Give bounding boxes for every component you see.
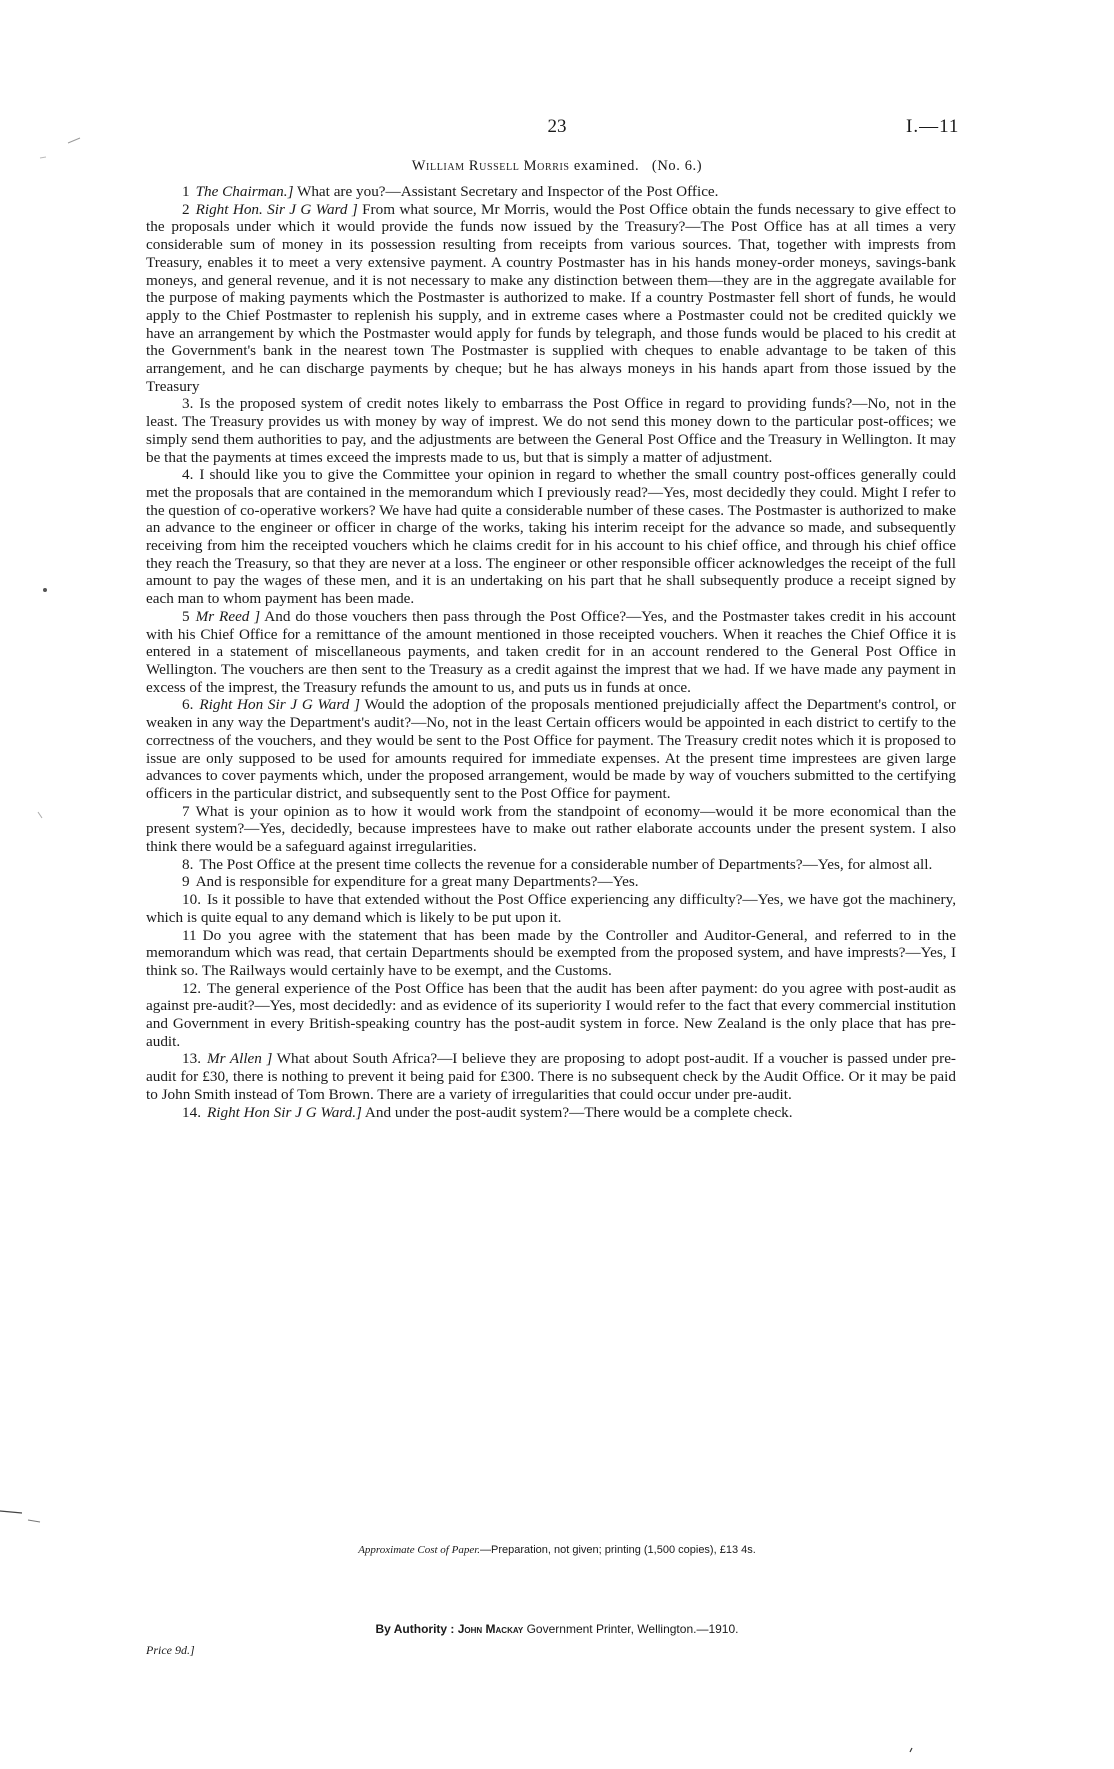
testimony-text: From what source, Mr Morris, would the Post Office obtain the funds necessary to give effect to the proposals under which it would provide the funds now issued by the Treasury?—The Post Office has at all times a very considerable sum of money in its possession resulting from receipts from various sources. That, together with imprests from Treasury, enables it to meet a very extensive payment. A country Postmaster has in his hands money-order moneys, savings-bank moneys, and general revenue, and it is not necessary to make any distinction between them—they are in the aggregate available for the purpose of making payments which the Postmaster is authorized to make. If a country Postmaster fell short of funds, he would apply to the Chief Postmaster to replenish his supply, and in extreme cases where a Postmaster could not be credited quickly we have an arrangement by which the Postmaster would apply for funds by telegraph, and those funds would be placed to his credit at the Government's bank in the nearest town The Postmaster is supplied with cheques to enable advantage to be taken of this arrangement, and he can discharge payments by cheque; but he has always moneys in his hands apart from those issued by the Treasury xyxy=(146,200,956,395)
speaker-name: Right Hon Sir J G Ward ] xyxy=(199,696,360,714)
question-number: 7 xyxy=(182,802,190,820)
cost-label: Approximate Cost of Paper. xyxy=(358,1544,481,1556)
examined-label: examined. xyxy=(573,158,640,174)
testimony-text: The general experience of the Post Office has been that the audit has been after payment: do you agree with post-audit as against pre-audit?—Yes, most decidedly: and as evidence of its superiority I would refer to the fact that every commercial institution and Government in every British-speaking country has the post-audit system in force. New Zealand is the only place that has pre-audit. xyxy=(146,979,956,1050)
testimony-text: Is it possible to have that extended without the Post Office experiencing any difficulty?—Yes, we have got the machinery, which is quite equal to any demand which is likely to be put upon it. xyxy=(146,891,956,926)
authority-prefix: By Authority : xyxy=(375,1622,455,1636)
question-number: 1 xyxy=(182,183,190,200)
testimony-text: I should like you to give the Committee your opinion in regard to whether the small country post-offices generally could met the proposals that are contained in the memorandum which I previously read?—Yes, most decidedly they could. Might I refer to the question of co-operative workers? We have had quite a considerable number of these cases. The Postmaster is authorized to make an advance to the engineer or officer in charge of the works, taking his interim receipt for the advance so made, and subsequently receiving from him the receipted vouchers which he claims credit for in his account to his chief office, and through his chief office they reach the Treasury, so that they are never at a loss. The engineer or other responsible officer acknowledges the receipt of the full amount to pay the wages of these men, and it is an undertaking on his part that he shall subsequently produce a receipt signed by each man to whom payment has been made. xyxy=(146,466,956,608)
paper-reference: I.—11 xyxy=(906,116,960,137)
question-number: 4. xyxy=(182,466,194,484)
question-number: 10. xyxy=(182,891,201,909)
speaker-name: The Chairman.] xyxy=(195,183,294,200)
speaker-name: Right Hon Sir J G Ward.] xyxy=(206,1103,362,1121)
price-note: Price 9d.] xyxy=(146,1643,195,1657)
session-number: (No. 6.) xyxy=(651,158,703,174)
question-number: 11 xyxy=(182,926,197,944)
testimony-text: What is your opinion as to how it would work from the standpoint of economy—would it be more economical than the present system?—Yes, decidedly, because imprestees have to make out rather elaborate accounts under the present system. I also think there would be a safeguard against irregularities. xyxy=(146,802,956,856)
question-number: 9 xyxy=(182,873,190,891)
testimony-text: The Post Office at the present time collects the revenue for a considerable number of Departments?—Yes, for almost all. xyxy=(199,855,933,873)
scan-speck xyxy=(43,588,47,592)
testimony-text: Is the proposed system of credit notes likely to embarrass the Post Office in regard to providing funds?—No, not in the least. The Treasury provides us with money by way of imprest. We do not send this money down to the particular post-offices; we simply send them authorities to pay, and the adjustments are between the General Post Office and the Treasury in Wellington. It may be that the payments at times exceed the imprests made to us, but that is simply a matter of adjustment. xyxy=(146,395,956,466)
scan-speck xyxy=(40,157,46,158)
printer-name: John Mackay xyxy=(457,1622,524,1636)
question-number: 13. xyxy=(182,1050,201,1068)
scan-speck xyxy=(68,138,80,143)
question-number: 6. xyxy=(182,696,194,714)
witness-name: William Russell Morris xyxy=(411,158,570,174)
question-number: 5 xyxy=(182,607,190,625)
scan-speck xyxy=(0,1511,22,1513)
cost-text: —Preparation, not given; printing (1,500 copies), £13 4s. xyxy=(480,1544,756,1556)
testimony-text: And is responsible for expenditure for a great many Departments?—Yes. xyxy=(195,873,639,891)
question-number: 8. xyxy=(182,855,194,873)
page-number: 23 xyxy=(547,116,567,137)
question-number: 12. xyxy=(182,979,201,997)
question-number: 2 xyxy=(182,200,190,218)
speaker-name: Mr Allen ] xyxy=(206,1050,273,1068)
testimony-text: And under the post-audit system?—There would be a complete check. xyxy=(361,1103,793,1121)
testimony-text: Do you agree with the statement that has been made by the Controller and Auditor-General, and referred to in the memorandum which was read, that certain Departments should be exempted from the proposed system, and have imprests?—Yes, I think so. The Railways would certainly have to be exempt, and the Customs. xyxy=(146,926,956,979)
speaker-name: Right Hon. Sir J G Ward ] xyxy=(195,200,358,218)
scan-speck xyxy=(28,1520,40,1522)
speaker-name: Mr Reed ] xyxy=(195,607,261,625)
testimony-text: And do those vouchers then pass through the Post Office?—Yes, and the Postmaster takes credit in his account with his Chief Office for a remittance of the amount mentioned in those receipted vouchers. When it reaches the Chief Office it is entered in a statement of miscellaneous payments, and taken credit for in an account rendered to the General Post Office in Wellington. The vouchers are then sent to the Treasury as a credit against the imprest that we had. If we have made any payment in excess of the imprest, the Treasury refunds the amount to us, and puts us in funds at once. xyxy=(146,607,957,696)
testimony-text: What about South Africa?—I believe they are proposing to adopt post-audit. If a voucher is passed under pre-audit for £30, there is nothing to prevent it being paid for £300. There is no subsequent check by the Audit Office. Or it may be paid to John Smith instead of Tom Brown. There are a variety of irregularities that could occur under pre-audit. xyxy=(146,1050,956,1103)
testimony-text: What are you?—Assistant Secretary and Inspector of the Post Office. xyxy=(293,183,719,200)
question-number: 14. xyxy=(182,1103,201,1121)
printer-suffix: Government Printer, Wellington.—1910. xyxy=(526,1622,739,1636)
question-number: 3. xyxy=(182,395,194,413)
scan-speck xyxy=(910,1748,912,1752)
scan-speck xyxy=(38,812,42,818)
testimony-text: Would the adoption of the proposals mentioned prejudicially affect the Department's control, or weaken in any way the Department's audit?—No, not in the least Certain officers would be appointed in each district to certify to the correctness of the vouchers, and they would be sent to the Post Office for payment. The Treasury credit notes which it is proposed to issue are only supposed to be used for amounts required for immediate expenses. At the present time imprestees are given large advances to cover payments which, under the proposed arrangement, would be made by way of vouchers submitted to the certifying officers in the particular district, and subsequently sent to the Post Office for payment. xyxy=(146,696,956,802)
